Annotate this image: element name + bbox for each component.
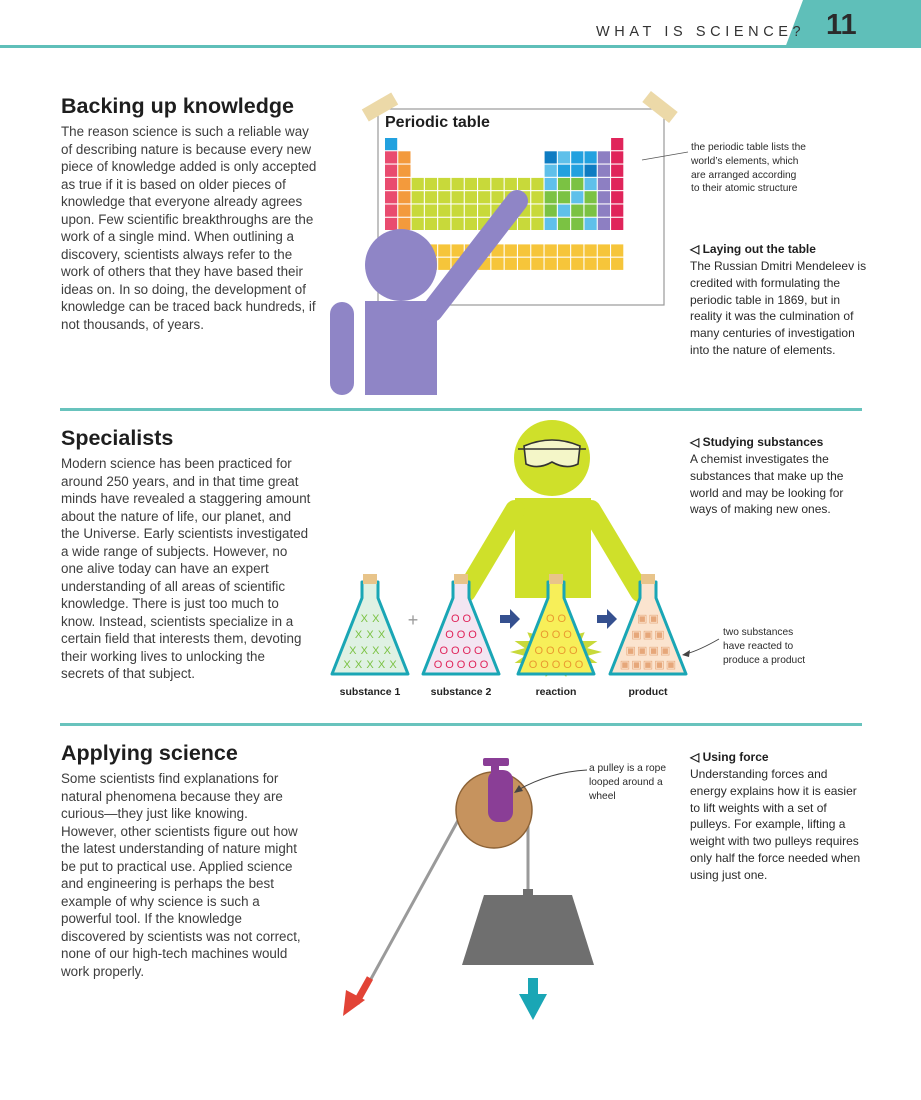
body-specialists: Modern science has been practiced for around 250 years, and in that time great minds have revealed a staggering amount about the nature of life, our planet, and the Universe. Early scientists investigated a wide range of subjects. However, no one alive today can have an expert understanding of all areas of scientific knowledge. There is just too much to know. Instead, scientists specialize in a certain field that interests them, devoting their working lives to unlocking the secrets of that subject.: [61, 456, 311, 681]
flask-particle: ▣: [648, 645, 659, 657]
flask-particle: X: [389, 659, 397, 671]
flask-particle: O: [450, 613, 460, 625]
flask-particle: O: [468, 629, 477, 641]
heading-specialists: Specialists: [61, 426, 174, 450]
flask-particle: O: [568, 645, 578, 657]
flask-particle: O: [563, 629, 572, 641]
flask-particle: ▣: [631, 629, 642, 641]
flask-particle: O: [557, 645, 567, 657]
pull-arrow-icon: [343, 978, 370, 1016]
flask-particle: O: [450, 645, 460, 657]
periodic-table-note: the periodic table lists the world’s elements, which are arranged according to their atomic structure: [691, 142, 806, 195]
flask-particle: ▣: [665, 659, 677, 671]
flask-label-substance-1: substance 1: [339, 686, 401, 698]
flask-particle: O: [540, 629, 549, 641]
down-arrow-icon: [519, 978, 547, 1020]
heading-backing-up-knowledge: Backing up knowledge: [61, 94, 294, 118]
caption-body-studying: A chemist investigates the substances that make up the world and may be looking for ways of making new ones.: [690, 452, 844, 517]
flask-particle: O: [456, 629, 466, 641]
caption-body-using-force: Understanding forces and energy explains how it is easier to lift weights with a set of pulleys. For example, lifting a weight with two pulleys requires only half the force needed when using just one.: [690, 767, 861, 882]
flask-particle: ▣: [660, 645, 671, 657]
flask-particle: O: [479, 659, 489, 671]
flask-particle: O: [445, 629, 454, 641]
flask-particle: ▣: [637, 613, 648, 625]
flask-particle: X: [360, 613, 368, 625]
product-note: two substances have reacted to produce a product: [723, 627, 806, 666]
section-running-title: WHAT IS SCIENCE?: [596, 24, 806, 40]
flask-particle: O: [456, 659, 466, 671]
flask-particle: X: [354, 659, 363, 671]
flask-particle: ▣: [648, 613, 659, 625]
caption-heading-using-force: ◁ Using force: [690, 750, 769, 764]
flask-label-product: product: [628, 686, 668, 698]
flask-particle: ▣: [619, 659, 631, 671]
caption-heading-laying-out: ◁ Laying out the table: [690, 242, 816, 256]
weight-block: [462, 895, 594, 965]
caption-heading-studying: ◁ Studying substances: [690, 435, 824, 449]
flask-particle: O: [445, 659, 454, 671]
flask-particle: O: [534, 645, 544, 657]
flask-particle: ▣: [637, 645, 648, 657]
flask-particle: X: [366, 629, 374, 641]
flask-particle: O: [528, 659, 538, 671]
flask-particle: O: [574, 659, 584, 671]
flask-particle: O: [462, 645, 472, 657]
flask-particle: O: [540, 659, 549, 671]
caption-body-laying-out: The Russian Dmitri Mendeleev is credited with formulating the periodic table in 1869, but in reality it was the culmination of many centuries of investigation into the nature of elements.: [690, 259, 867, 357]
flask-particle: ▣: [654, 659, 665, 671]
pulley-rope: [366, 815, 461, 988]
flask-particle: O: [433, 659, 443, 671]
flask-particle: ▣: [654, 629, 665, 641]
flask-particle: X: [354, 629, 363, 641]
flask-particle: X: [343, 659, 351, 671]
flask-particle: O: [551, 629, 561, 641]
flask-particle: O: [563, 659, 572, 671]
flask-particle: X: [377, 629, 386, 641]
body-applying-science: Some scientists find explanations for natural phenomena because they are curious—they just like knowing. However, other scientists figure out how the latest understanding of nature might be put to practical use. Applied science and engineering is perhaps the best example of why science is such a powerful tool. If the knowledge discovered by scientists was not correct, none of our high-tech machines would work properly.: [61, 771, 301, 979]
flask-particle: ▣: [625, 645, 636, 657]
flask-particle: ▣: [631, 659, 642, 671]
flask-label-reaction: reaction: [535, 686, 577, 698]
plus-sign: +: [407, 610, 419, 630]
body-backing-up-knowledge: The reason science is such a reliable way of describing nature is because every new piece of knowledge added is only accepted as true if it is based on older pieces of knowledge that everyone already agrees upon. Few scientific breakthroughs are the work of a single mind. When outlining a discovery, scientists always refer to the work of others that they have based their ideas on. In so doing, the development of knowledge can be traced back hundreds, if not thousands, of years.: [61, 124, 317, 332]
flask-particle: O: [462, 613, 472, 625]
flask-label-substance-2: substance 2: [430, 686, 492, 698]
flask-particle: O: [557, 613, 567, 625]
flask-particle: X: [360, 645, 368, 657]
flask-particle: X: [372, 613, 380, 625]
flask-particle: X: [372, 645, 380, 657]
flask-particle: X: [377, 659, 386, 671]
flask-particle: X: [383, 645, 391, 657]
flask-particle: O: [545, 645, 555, 657]
flask-particle: ▣: [642, 629, 654, 641]
page-number: 11: [826, 9, 857, 41]
flask-particle: X: [366, 659, 374, 671]
flask-particle: O: [551, 659, 561, 671]
periodic-table-title: Periodic table: [385, 114, 490, 131]
flask-particle: O: [468, 659, 477, 671]
flask-particle: O: [473, 645, 483, 657]
heading-applying-science: Applying science: [61, 741, 238, 765]
flask-particle: O: [439, 645, 449, 657]
flask-particle: ▣: [642, 659, 654, 671]
pulley-note: a pulley is a rope looped around a wheel: [589, 763, 667, 802]
flask-particle: X: [349, 645, 357, 657]
flask-particle: O: [545, 613, 555, 625]
